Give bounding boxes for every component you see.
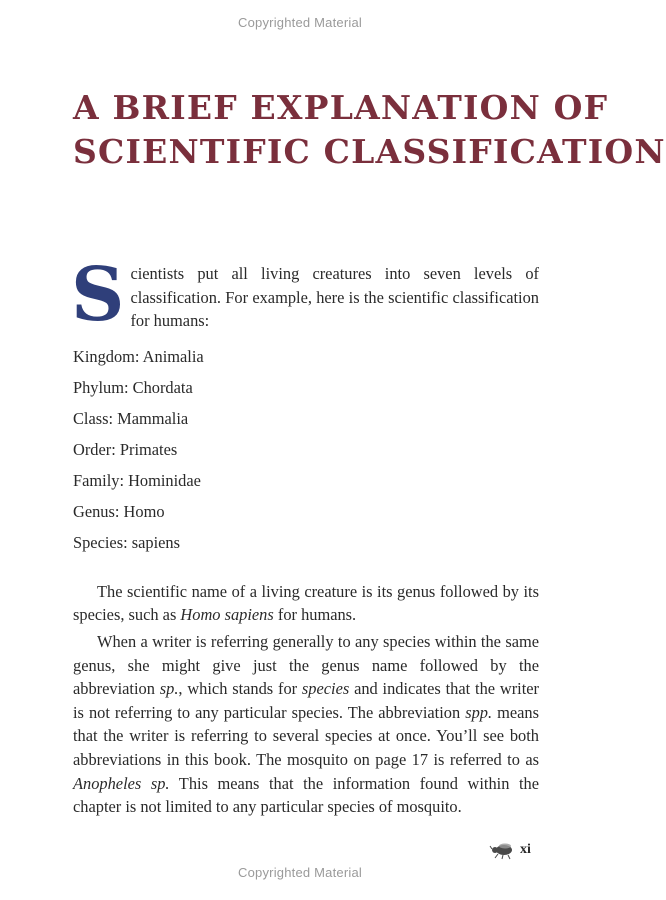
p2-italic-anopheles: Anopheles sp. <box>73 773 170 793</box>
watermark-top: Copyrighted Material <box>238 15 362 30</box>
p1-text-after: for humans. <box>273 605 357 625</box>
classification-item-family: Family: Hominidae <box>73 470 201 490</box>
intro-text: cientists put all living creatures into seven levels of classification. For example, here is the scientific classification for humans: <box>130 264 539 331</box>
classification-item-phylum: Phylum: Chordata <box>73 377 193 397</box>
drop-cap: S <box>71 252 125 338</box>
classification-item-genus: Genus: Homo <box>73 501 165 521</box>
p2-italic-species: species <box>301 679 350 699</box>
p1-italic-homo-sapiens: Homo sapiens <box>180 605 274 625</box>
classification-list <box>73 341 539 558</box>
p2-text-5: This means that the information found within the chapter is not limited to any particular species of mosquito. <box>73 773 540 817</box>
p2-text-2: , which stands for <box>178 679 302 699</box>
title-line-1: A BRIEF EXPLANATION OF <box>73 88 609 127</box>
p2-text-1: When a writer is referring generally to any species within the same genus, she might give just the genus name followed by the abbreviation <box>73 631 539 699</box>
classification-item-class: Class: Mammalia <box>73 408 189 428</box>
page-title <box>73 86 666 174</box>
p2-text-4: means that the writer is referring to several species at once. You’ll see both abbreviations in this book. The mosquito on page 17 is referred to as <box>73 702 539 769</box>
paragraph-scientific-name <box>73 580 539 627</box>
paragraph-abbreviations <box>73 630 539 819</box>
watermark-bottom: Copyrighted Material <box>238 865 362 880</box>
bug-icon <box>490 841 516 859</box>
classification-item-order: Order: Primates <box>73 439 178 459</box>
page-footer <box>490 841 550 861</box>
p2-text-3: and indicates that the writer is not referring to any particular species. The abbreviation <box>73 679 539 722</box>
intro-paragraph <box>71 240 539 338</box>
body-content <box>73 240 539 819</box>
p2-italic-spp: spp. <box>465 702 493 722</box>
classification-item-kingdom: Kingdom: Animalia <box>73 346 204 366</box>
title-line-2: SCIENTIFIC CLASSIFICATION <box>73 132 666 171</box>
p1-text-before: The scientific name of a living creature is its genus followed by its species, such as <box>73 581 539 625</box>
page-number: xi <box>520 842 531 857</box>
p2-italic-sp: sp. <box>159 679 179 699</box>
classification-item-species: Species: sapiens <box>73 532 180 552</box>
